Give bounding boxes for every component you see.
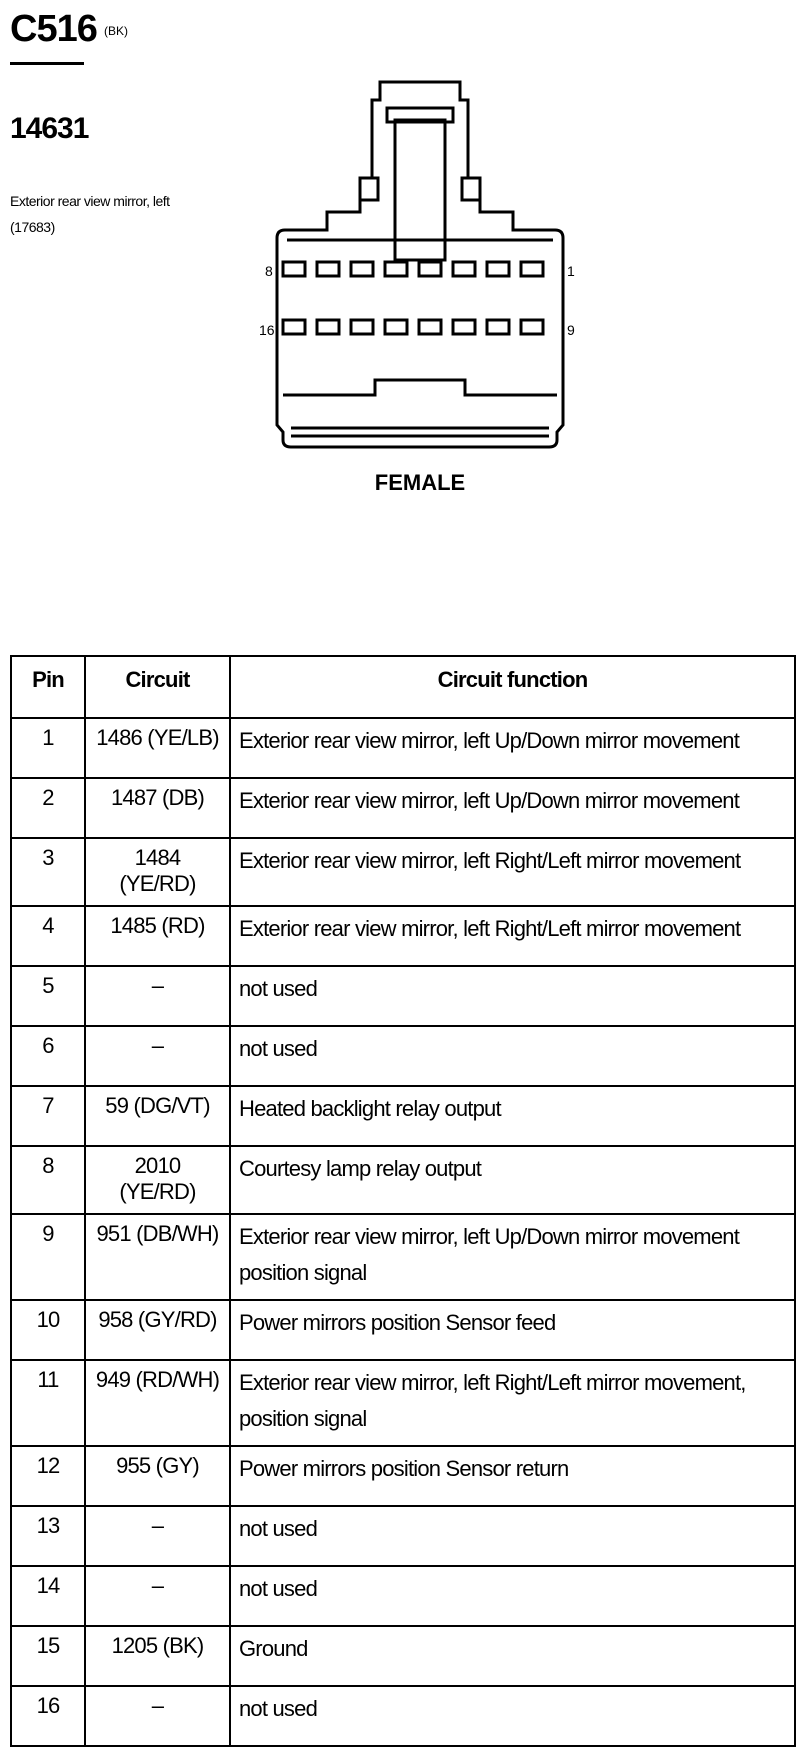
- pin-cell: 10: [11, 1300, 85, 1360]
- circuit-cell: 1205 (BK): [85, 1626, 230, 1686]
- pin-cell: 8: [11, 1146, 85, 1214]
- pin-cavity: [317, 262, 339, 276]
- pin-cavity: [283, 320, 305, 334]
- circuit-function-cell: Exterior rear view mirror, left Right/Left mirror movement: [230, 838, 795, 906]
- pin-table: [10, 655, 796, 1747]
- circuit-cell: –: [85, 1506, 230, 1566]
- circuit-cell: 1486 (YE/LB): [85, 718, 230, 778]
- pin-label-9: 9: [567, 322, 575, 338]
- circuit-function-cell: Exterior rear view mirror, left Up/Down mirror movement: [230, 778, 795, 838]
- circuit-function-cell: not used: [230, 1506, 795, 1566]
- pin-table-header: [11, 656, 795, 718]
- pin-cell: 13: [11, 1506, 85, 1566]
- pin-cell: 11: [11, 1360, 85, 1446]
- circuit-function-cell: not used: [230, 1566, 795, 1626]
- circuit-cell: 2010 (YE/RD): [85, 1146, 230, 1214]
- table-row: [11, 718, 795, 778]
- connector-color: (BK): [104, 24, 128, 38]
- pin-label-1: 1: [567, 263, 575, 279]
- circuit-function-cell: Power mirrors position Sensor return: [230, 1446, 795, 1506]
- circuit-cell: –: [85, 966, 230, 1026]
- circuit-cell: 1484 (YE/RD): [85, 838, 230, 906]
- pin-label-8: 8: [265, 263, 273, 279]
- circuit-cell: 958 (GY/RD): [85, 1300, 230, 1360]
- pin-cavity: [317, 320, 339, 334]
- circuit-function-cell: Exterior rear view mirror, left Right/Left mirror movement, position signal: [230, 1360, 795, 1446]
- table-row: [11, 778, 795, 838]
- circuit-function-cell: not used: [230, 966, 795, 1026]
- table-row: [11, 1360, 795, 1446]
- pin-cell: 7: [11, 1086, 85, 1146]
- table-row: [11, 1026, 795, 1086]
- table-row: [11, 1086, 795, 1146]
- pin-cell: 6: [11, 1026, 85, 1086]
- circuit-function-cell: Ground: [230, 1626, 795, 1686]
- pin-cavity: [487, 262, 509, 276]
- pin-cell: 14: [11, 1566, 85, 1626]
- pin-cavity: [487, 320, 509, 334]
- pin-cavity: [521, 262, 543, 276]
- connector-gender: FEMALE: [374, 470, 466, 495]
- connector-id: C516: [10, 8, 97, 50]
- pin-cavity: [283, 262, 305, 276]
- circuit-function-cell: Exterior rear view mirror, left Right/Left mirror movement: [230, 906, 795, 966]
- pin-cavity: [453, 320, 475, 334]
- pin-cavity: [419, 262, 441, 276]
- pin-cavity: [385, 320, 407, 334]
- circuit-cell: 1485 (RD): [85, 906, 230, 966]
- table-row: [11, 1626, 795, 1686]
- pin-cavities: [283, 262, 543, 334]
- table-row: [11, 1686, 795, 1746]
- header-circuit-function: Circuit function: [230, 656, 795, 718]
- header-pin: Pin: [11, 656, 85, 718]
- pin-cavity: [521, 320, 543, 334]
- pin-cavity: [419, 320, 441, 334]
- circuit-cell: –: [85, 1686, 230, 1746]
- circuit-cell: 949 (RD/WH): [85, 1360, 230, 1446]
- table-row: [11, 966, 795, 1026]
- circuit-function-cell: not used: [230, 1686, 795, 1746]
- circuit-function-cell: not used: [230, 1026, 795, 1086]
- circuit-cell: 951 (DB/WH): [85, 1214, 230, 1300]
- pin-cell: 15: [11, 1626, 85, 1686]
- table-row: [11, 838, 795, 906]
- table-row: [11, 1146, 795, 1214]
- part-number: 14631: [10, 112, 89, 145]
- table-row: [11, 1446, 795, 1506]
- table-row: [11, 1300, 795, 1360]
- pin-cell: 5: [11, 966, 85, 1026]
- pin-cell: 12: [11, 1446, 85, 1506]
- circuit-function-cell: Heated backlight relay output: [230, 1086, 795, 1146]
- pin-cell: 2: [11, 778, 85, 838]
- pin-cell: 16: [11, 1686, 85, 1746]
- pin-cell: 4: [11, 906, 85, 966]
- table-row: [11, 1566, 795, 1626]
- circuit-function-cell: Exterior rear view mirror, left Up/Down mirror movement: [230, 718, 795, 778]
- table-row: [11, 906, 795, 966]
- circuit-function-cell: Exterior rear view mirror, left Up/Down mirror movement position signal: [230, 1214, 795, 1300]
- pin-label-16: 16: [259, 322, 275, 338]
- circuit-cell: 59 (DG/VT): [85, 1086, 230, 1146]
- pin-cell: 3: [11, 838, 85, 906]
- connector-description: Exterior rear view mirror, left (17683): [10, 193, 170, 235]
- circuit-cell: 955 (GY): [85, 1446, 230, 1506]
- circuit-cell: –: [85, 1026, 230, 1086]
- circuit-cell: 1487 (DB): [85, 778, 230, 838]
- circuit-function-cell: Courtesy lamp relay output: [230, 1146, 795, 1214]
- connector-face-diagram: [255, 80, 585, 450]
- circuit-function-cell: Power mirrors position Sensor feed: [230, 1300, 795, 1360]
- table-row: [11, 1506, 795, 1566]
- pin-cavity: [351, 262, 373, 276]
- pin-cavity: [351, 320, 373, 334]
- pin-cell: 1: [11, 718, 85, 778]
- connector-id-underline: [10, 62, 84, 65]
- circuit-cell: –: [85, 1566, 230, 1626]
- pin-cavity: [453, 262, 475, 276]
- table-row: [11, 1214, 795, 1300]
- header-circuit: Circuit: [85, 656, 230, 718]
- pin-cell: 9: [11, 1214, 85, 1300]
- pin-cavity: [385, 262, 407, 276]
